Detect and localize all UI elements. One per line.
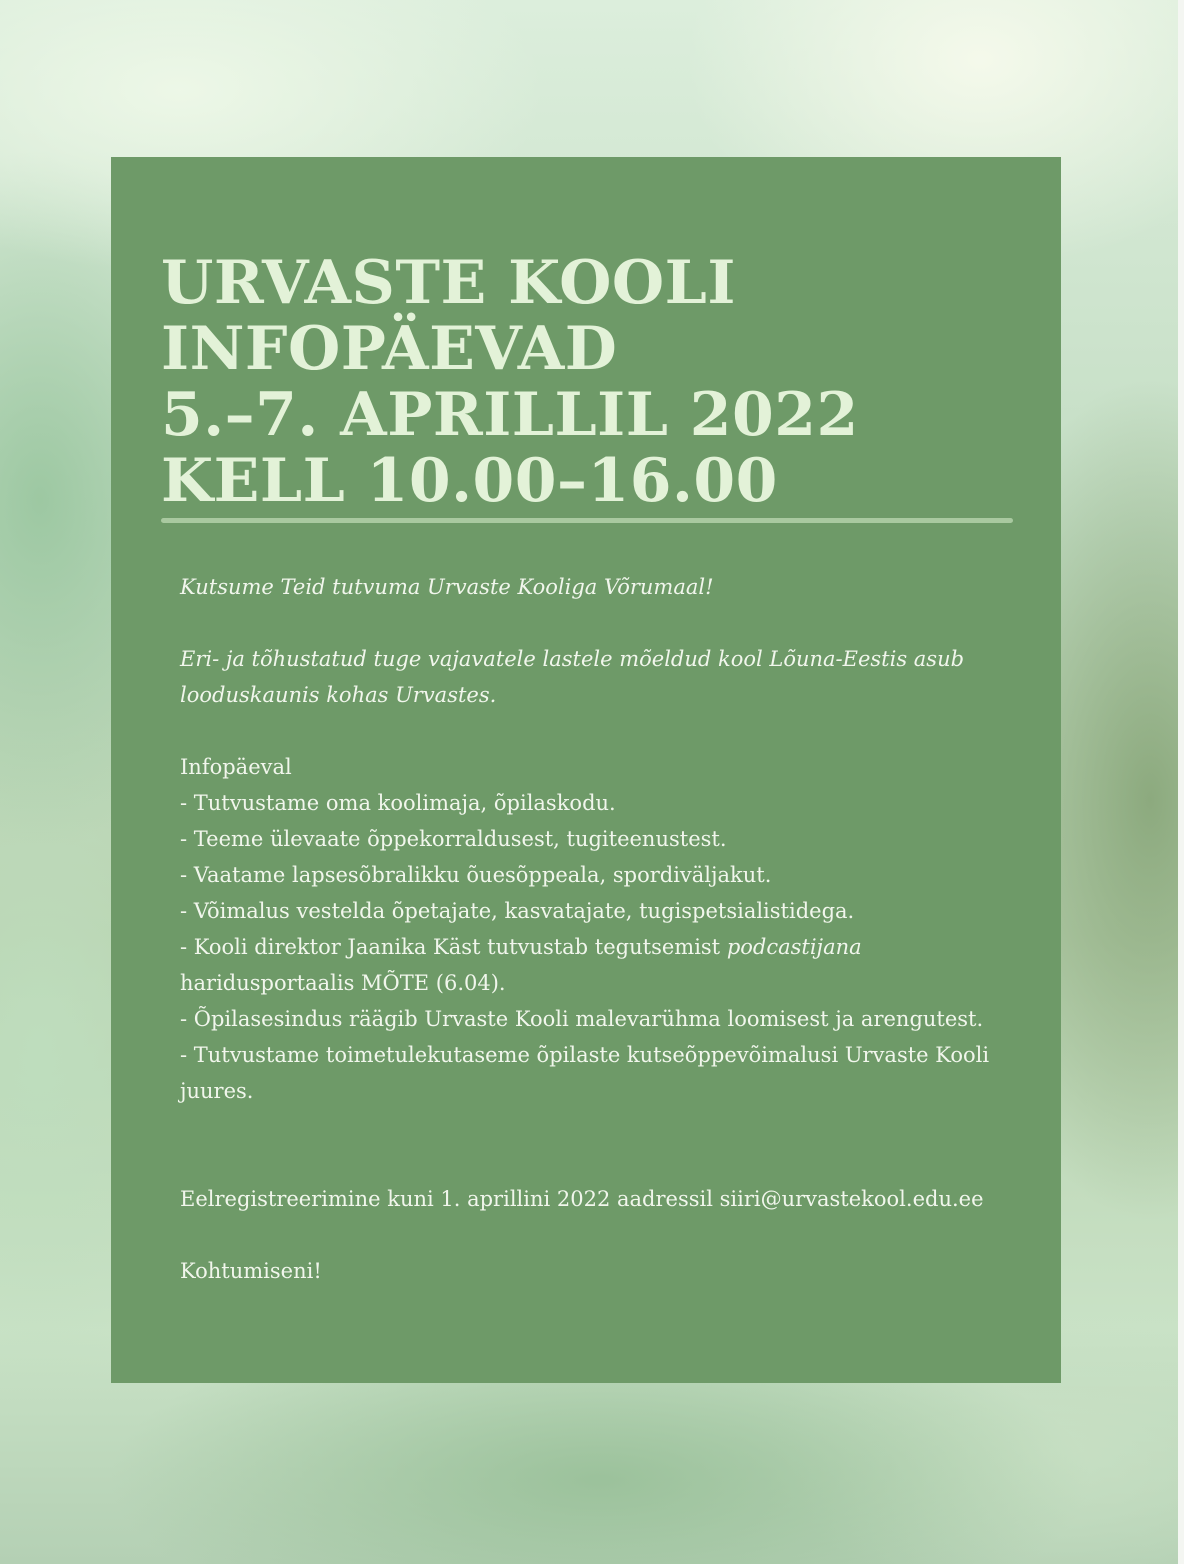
- invitation-text: Kutsume Teid tutvuma Urvaste Kooliga Võrumaal!: [180, 575, 714, 599]
- infoday-item: - Õpilasesindus räägib Urvaste Kooli malevarühma loomisest ja arengutest.: [180, 1007, 984, 1031]
- event-description: [180, 569, 1040, 1289]
- infoday-item: - Tutvustame toimetulekutaseme õpilaste kutseõppevõimalusi Urvaste Kooli juures.: [180, 1043, 990, 1103]
- title-line-dates: 5.–7. APRILLIL 2022: [161, 380, 859, 450]
- closing-text: Kohtumiseni!: [180, 1259, 322, 1283]
- infoday-item: - Tutvustame oma koolimaja, õpilaskodu.: [180, 791, 616, 815]
- info-card: [111, 157, 1061, 1383]
- infoday-item: - Võimalus vestelda õpetajate, kasvatajate, tugispetsialistidega.: [180, 899, 855, 923]
- infoday-item: - Vaatame lapsesõbralikku õuesõppeala, spordiväljakut.: [180, 863, 772, 887]
- title-line-hours: KELL 10.00–16.00: [161, 446, 778, 516]
- school-description: Eri- ja tõhustatud tuge vajavatele lastele mõeldud kool Lõuna-Eestis asub looduskaunis kohas Urvastes.: [180, 647, 965, 707]
- infoday-item: - Teeme ülevaate õppekorraldusest, tugiteenustest.: [180, 827, 727, 851]
- podcaster-emphasis: podcastijana: [726, 935, 862, 959]
- director-text: - Kooli direktor Jaanika Käst tutvustab tegutsemist: [180, 935, 727, 959]
- event-title: [161, 250, 1031, 514]
- infoday-item-director: [180, 929, 1040, 1001]
- portal-text: haridusportaalis MÕTE (6.04).: [180, 971, 506, 995]
- title-line-school: URVASTE KOOLI: [161, 248, 736, 318]
- page-edge: [1178, 0, 1184, 1564]
- registration-text: Eelregistreerimine kuni 1. aprillini 2022 aadressil siiri@urvastekool.edu.ee: [180, 1187, 984, 1211]
- title-line-event: INFOPÄEVAD: [161, 314, 618, 384]
- infoday-heading: Infopäeval: [180, 755, 292, 779]
- title-divider: [161, 518, 1013, 523]
